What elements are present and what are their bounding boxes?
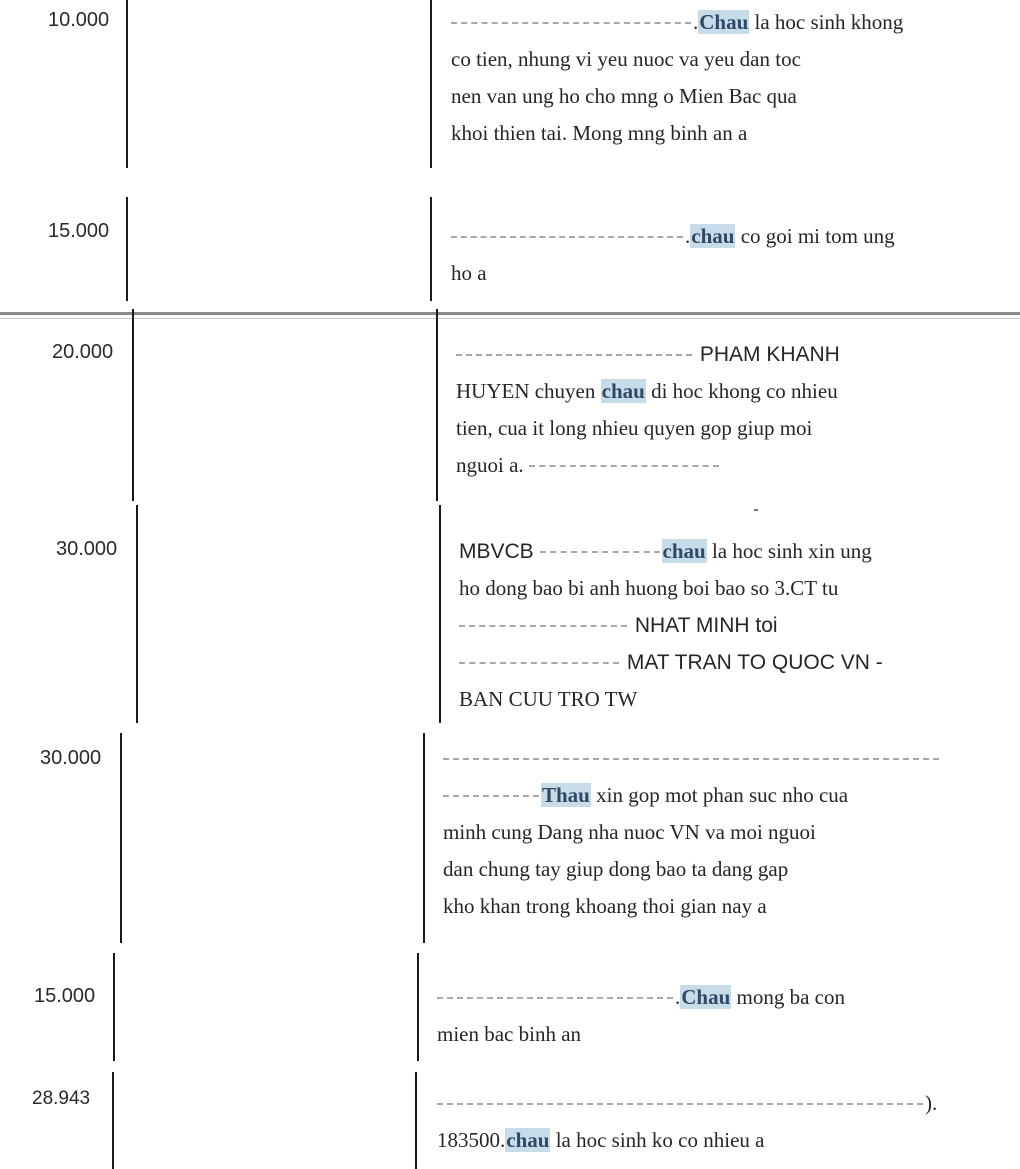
description-line: ho a [451,261,487,285]
amount-cell: 15.000 [48,220,110,242]
redacted-text [437,1103,923,1107]
redacted-text [529,465,719,469]
highlight-term: chau [506,1128,550,1152]
description-line: MAT TRAN TO QUOC VN - [459,644,883,681]
column-divider [439,505,441,723]
column-divider [120,733,122,943]
description-line: BAN CUU TRO TW [459,687,638,711]
redacted-text [443,795,539,799]
description-line: PHAM KHANH [456,336,840,373]
highlight-term: Chau [681,985,731,1009]
column-divider [436,309,438,501]
amount-cell: 30.000 [56,538,118,560]
column-divider [423,733,425,943]
description-line: 183500.chau la hoc sinh ko co nhieu a [437,1128,765,1152]
description-line: .Chau la hoc sinh khong [451,4,903,41]
redacted-text [451,236,683,240]
description-line [443,740,941,777]
column-divider [136,505,138,723]
description-line: ). [437,1085,937,1122]
description-line: .chau co goi mi tom ung [451,218,895,255]
amount-cell: 10.000 [48,9,110,31]
description-line: ho dong bao bi anh huong boi bao so 3.CT tu [459,576,839,600]
description-line: HUYEN chuyen chau di hoc khong co nhieu [456,379,838,403]
amount-cell: 30.000 [40,747,102,769]
description-line: khoi thien tai. Mong mng binh an a [451,121,748,145]
description-line: co tien, nhung vi yeu nuoc va yeu dan toc [451,47,801,71]
amount-cell: 28.943 [32,1088,91,1109]
transaction-description [437,979,845,1053]
highlight-term: chau [691,224,735,248]
transaction-description [443,740,941,925]
redacted-text [456,354,692,358]
page-break-shadow [0,318,1020,319]
redacted-text [459,625,627,629]
highlight-term: Chau [699,10,749,34]
description-line: mien bac binh an [437,1022,582,1046]
column-divider [415,1072,417,1169]
redacted-text [451,22,691,26]
column-divider [126,0,128,168]
description-line: .Chau mong ba con [437,979,845,1016]
transaction-description [437,1085,937,1159]
highlight-term: chau [601,379,645,403]
column-divider [430,0,432,168]
redacted-text [540,551,660,555]
redacted-text [459,662,619,666]
transaction-description [456,336,840,484]
description-line: Thau xin gop mot phan suc nho cua [443,777,941,814]
column-divider [113,953,115,1061]
description-line: kho khan trong khoang thoi gian nay a [443,894,767,918]
column-divider [126,197,128,301]
highlight-term: Thau [542,783,590,807]
description-line: dan chung tay giup dong bao ta dang gap [443,857,789,881]
highlight-term: chau [662,539,706,563]
scan-mark [754,509,758,511]
page-break-rule [0,312,1020,315]
transaction-description [451,4,903,152]
description-line: tien, cua it long nhieu quyen gop giup moi [456,416,813,440]
column-divider [112,1072,114,1169]
column-divider [132,309,134,501]
transaction-description [459,533,883,718]
amount-cell: 20.000 [52,341,114,363]
redacted-text [437,997,673,1001]
description-line: nguoi a. [456,447,840,484]
column-divider [417,953,419,1061]
amount-cell: 15.000 [34,985,96,1007]
transaction-description [451,218,895,292]
description-line: minh cung Dang nha nuoc VN va moi nguoi [443,820,816,844]
description-line: MBVCB chau la hoc sinh xin ung [459,539,872,563]
redacted-text [443,758,939,762]
description-line: nen van ung ho cho mng o Mien Bac qua [451,84,797,108]
description-line: NHAT MINH toi [459,607,883,644]
column-divider [430,197,432,301]
